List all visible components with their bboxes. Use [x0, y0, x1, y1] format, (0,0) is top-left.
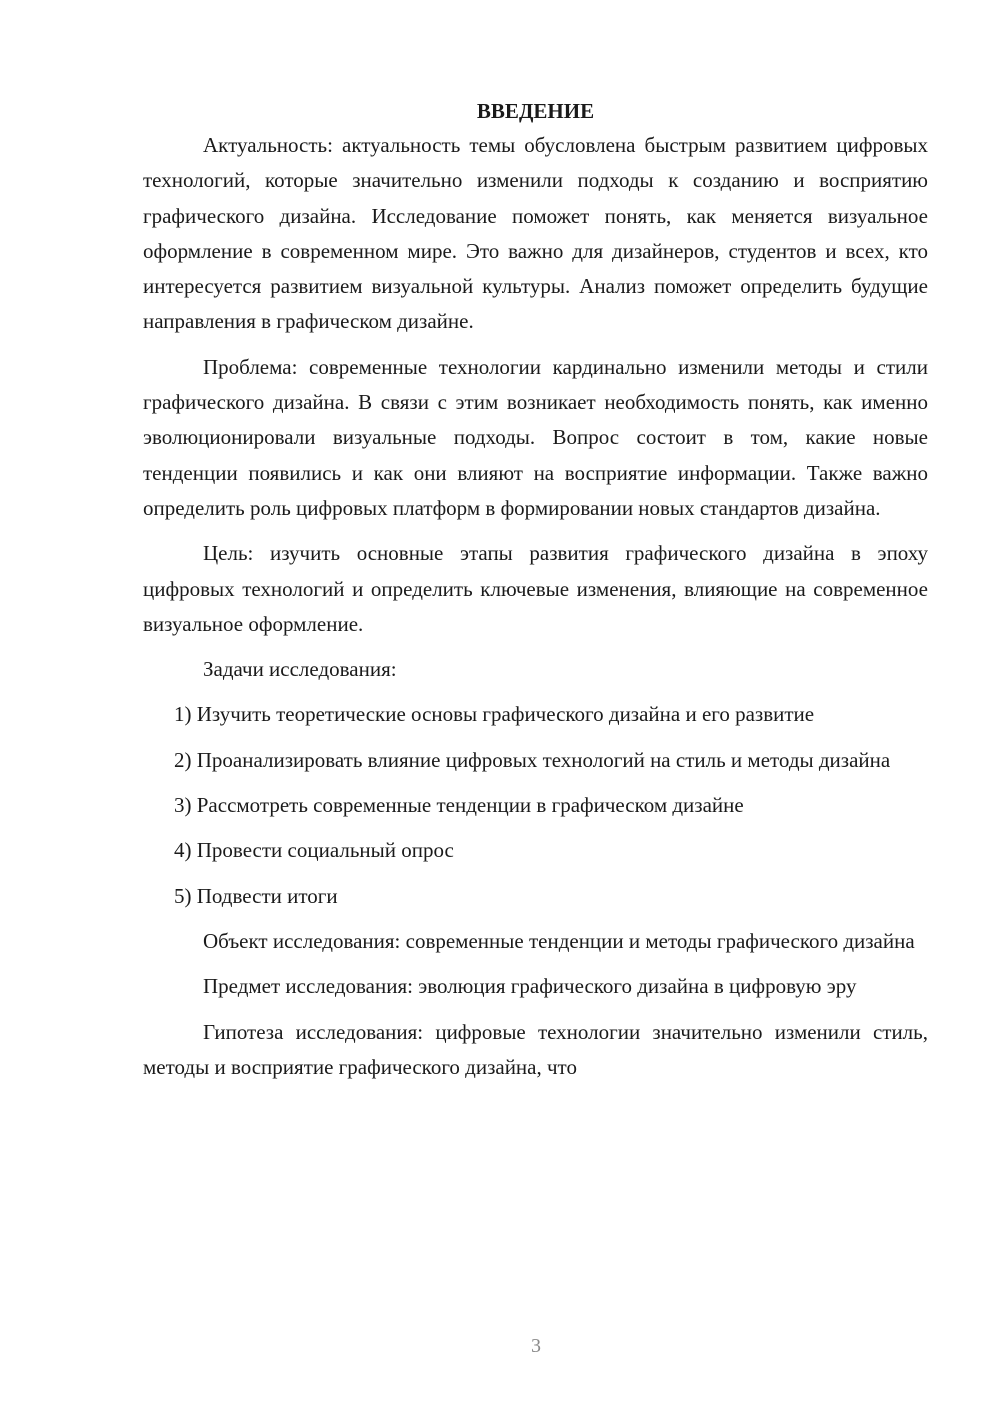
page-title: ВВЕДЕНИЕ	[476, 99, 595, 123]
task-item: 3) Рассмотреть современные тенденции в графическом дизайне	[174, 793, 744, 818]
paragraph-tasks-heading: Задачи исследования:	[203, 657, 397, 682]
paragraph-relevance: Актуальность: актуальность темы обусловлена быстрым развитием цифровых технологий, которые значительно изменили подходы к созданию и восприятию графического дизайна. Исследование поможет понять, как меняется визуальное оформление в современном мире. Это важно для дизайнеров, студентов и всех, кто интересуется развитием визуальной культуры. Анализ поможет определить будущие направления в графическом дизайне.	[143, 133, 928, 334]
task-item: 1) Изучить теоретические основы графического дизайна и его развитие	[174, 702, 815, 727]
paragraph-subject: Предмет исследования: эволюция графического дизайна в цифровую эру	[203, 974, 857, 999]
task-item: 2) Проанализировать влияние цифровых технологий на стиль и методы дизайна	[174, 747, 891, 772]
task-item: 4) Провести социальный опрос	[174, 838, 454, 863]
paragraph-problem: Проблема: современные технологии кардинально изменили методы и стили графического дизайна. В связи с этим возникает необходимость понять, как именно эволюционировали визуальные подходы. Вопрос состоит в том, какие новые тенденции появились и как они влияют на восприятие информации. Также важно определить роль цифровых платформ в формировании новых стандартов дизайна.	[143, 354, 928, 520]
paragraph-goal: Цель: изучить основные этапы развития графического дизайна в эпоху цифровых технологий и определить ключевые изменения, влияющие на современное визуальное оформление.	[143, 541, 928, 636]
paragraph-object: Объект исследования: современные тенденции и методы графического дизайна	[203, 928, 915, 953]
task-item: 5) Подвести итоги	[174, 883, 338, 908]
paragraph-hypothesis: Гипотеза исследования: цифровые технологии значительно изменили стиль, методы и восприятие графического дизайна, что	[143, 1019, 928, 1079]
page-number: 3	[531, 1335, 541, 1357]
page-content	[143, 95, 928, 1085]
